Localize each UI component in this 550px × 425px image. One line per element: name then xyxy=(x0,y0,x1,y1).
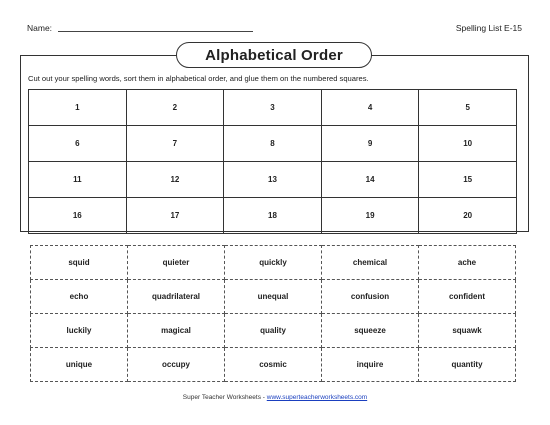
numbered-square: 14 xyxy=(321,162,419,198)
numbered-square: 5 xyxy=(419,90,517,126)
word-card: ache xyxy=(419,246,516,280)
numbered-square: 4 xyxy=(321,90,419,126)
numbered-row xyxy=(29,126,517,162)
numbered-square: 1 xyxy=(29,90,127,126)
word-card: inquire xyxy=(322,348,419,382)
word-card: confusion xyxy=(322,280,419,314)
numbered-square: 13 xyxy=(224,162,322,198)
name-label: Name: xyxy=(27,23,53,33)
name-line xyxy=(58,31,253,32)
numbered-square: 20 xyxy=(419,198,517,234)
numbered-square: 9 xyxy=(321,126,419,162)
instructions-text: Cut out your spelling words, sort them in alphabetical order, and glue them on the numbered squares. xyxy=(28,74,369,83)
numbered-row xyxy=(29,198,517,234)
word-card: cosmic xyxy=(225,348,322,382)
numbered-square: 10 xyxy=(419,126,517,162)
footer-text: Super Teacher Worksheets - xyxy=(182,394,267,401)
numbered-row xyxy=(29,90,517,126)
numbered-square: 8 xyxy=(224,126,322,162)
numbered-squares-grid xyxy=(28,89,517,234)
word-row xyxy=(31,246,516,280)
footer-link[interactable]: www.superteacherworksheets.com xyxy=(266,394,368,401)
word-card: occupy xyxy=(128,348,225,382)
numbered-square: 2 xyxy=(126,90,224,126)
numbered-square: 6 xyxy=(29,126,127,162)
numbered-square: 19 xyxy=(321,198,419,234)
footer xyxy=(0,394,550,401)
word-card: chemical xyxy=(322,246,419,280)
word-row xyxy=(31,280,516,314)
word-card: quieter xyxy=(128,246,225,280)
numbered-square: 16 xyxy=(29,198,127,234)
word-card: confident xyxy=(419,280,516,314)
word-cutout-grid xyxy=(30,245,516,382)
numbered-row xyxy=(29,162,517,198)
numbered-square: 12 xyxy=(126,162,224,198)
word-card: quantity xyxy=(419,348,516,382)
word-card: squeeze xyxy=(322,314,419,348)
word-card: squid xyxy=(31,246,128,280)
numbered-square: 11 xyxy=(29,162,127,198)
word-card: unique xyxy=(31,348,128,382)
numbered-square: 17 xyxy=(126,198,224,234)
spelling-list-id: Spelling List E-15 xyxy=(455,23,522,33)
word-card: unequal xyxy=(225,280,322,314)
word-card: luckily xyxy=(31,314,128,348)
numbered-square: 7 xyxy=(126,126,224,162)
word-row xyxy=(31,348,516,382)
word-card: magical xyxy=(128,314,225,348)
word-card: squawk xyxy=(419,314,516,348)
word-card: quality xyxy=(225,314,322,348)
numbered-square: 18 xyxy=(224,198,322,234)
word-card: quadrilateral xyxy=(128,280,225,314)
page-title: Alphabetical Order xyxy=(176,42,372,68)
numbered-square: 15 xyxy=(419,162,517,198)
numbered-square: 3 xyxy=(224,90,322,126)
word-card: echo xyxy=(31,280,128,314)
word-row xyxy=(31,314,516,348)
word-card: quickly xyxy=(225,246,322,280)
